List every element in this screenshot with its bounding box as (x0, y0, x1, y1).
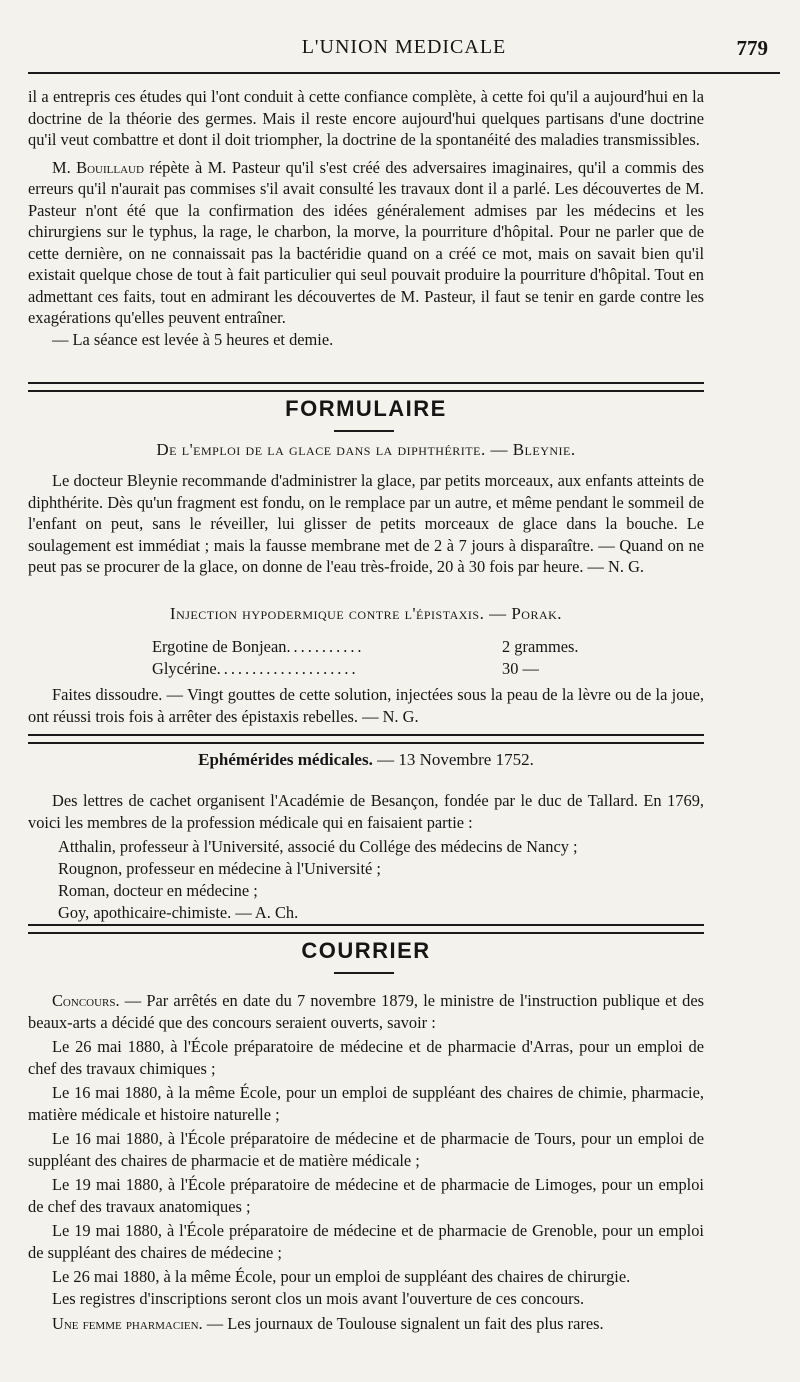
list-item: Rougnon, professeur en médecine à l'Université ; (58, 859, 381, 878)
injection-title: Injection hypodermique contre l'épistaxis. — Porak. (169, 604, 563, 623)
recipe (152, 636, 612, 680)
recipe-ingredient: Ergotine de Bonjean (152, 637, 287, 656)
injection-section (28, 684, 704, 727)
ephemerides-heading: Ephémérides médicales. (198, 750, 373, 769)
femme-paragraph (28, 1313, 704, 1335)
ephemerides-title (28, 750, 704, 770)
femme-text: — Les journaux de Toulouse signalent un fait des plus rares. (202, 1314, 604, 1333)
intro-paragraph-1: il a entrepris ces études qui l'ont conduit à cette confiance complète, à cette foi qu'il a aujourd'hui en la doctrine de la théorie des germes. Mais il reste encore aujourd'hui quelques partisans d'une doctrine qu'il veut combattre et dont il doit triompher, la doctrine de la spontanéité des maladies transmissibles. (28, 87, 704, 149)
list-item: Le 19 mai 1880, à l'École préparatoire de médecine et de pharmacie de Grenoble, pour un emploi de suppléant des chaires de médecine ; (28, 1221, 704, 1262)
courrier-section (28, 990, 704, 1335)
list-item: Roman, docteur en médecine ; (58, 881, 258, 900)
injection-paragraph: Faites dissoudre. — Vingt gouttes de cette solution, injectées sous la peau de la lèvre ou de la joue, ont réussi trois fois à arrêter des épistaxis rebelles. — N. G. (28, 685, 704, 726)
list-item: Le 16 mai 1880, à l'École préparatoire de médecine et de pharmacie de Tours, pour un emploi de suppléant des chaires de pharmacie et de matière médicale ; (28, 1129, 704, 1170)
header-rule (28, 72, 780, 74)
intro-section (28, 86, 704, 350)
journal-title: L'UNION MEDICALE (301, 36, 507, 58)
femme-label: Une femme pharmacien. (52, 1314, 203, 1333)
courrier-title: COURRIER (301, 938, 431, 963)
intro-paragraph-2 (28, 157, 704, 329)
list-item: Le 16 mai 1880, à la même École, pour un emploi de suppléant des chaires de chimie, pharmacie, matière médicale et histoire naturelle ; (28, 1083, 704, 1124)
title-underline (334, 430, 394, 432)
ephemerides-paragraph: Des lettres de cachet organisent l'Académie de Besançon, fondée par le duc de Tallard. En 1769, voici les membres de la profession médicale qui en faisaient partie : (28, 791, 704, 832)
formulaire-title: FORMULAIRE (285, 396, 447, 421)
registres-paragraph: Les registres d'inscriptions seront clos un mois avant l'ouverture de ces concours. (52, 1288, 585, 1308)
intro-paragraph-3: — La séance est levée à 5 heures et demie. (52, 329, 334, 349)
glace-paragraph: Le docteur Bleynie recommande d'administrer la glace, par petits morceaux, aux enfants atteints de diphthérite. Dès qu'un fragment est fondu, on le remplace par un autre, et même pendant le sommeil de l'enfant on peut, sans le réveiller, lui glisser de petits morceaux de glace dans la bouche. Le soulagement est immédiat ; mais la fausse membrane met de 2 à 7 jours à disparaître. — Quand on ne peut pas se procurer de la glace, on donne de l'eau très-froide, 20 à 30 fois par heure. — N. G. (28, 471, 704, 576)
members-list (58, 836, 698, 924)
concours-paragraph (28, 990, 704, 1033)
recipe-row (152, 658, 612, 680)
list-item: Atthalin, professeur à l'Université, associé du Collége des médecins de Nancy ; (58, 837, 578, 856)
recipe-leader: ........... (286, 637, 365, 656)
list-item: Le 26 mai 1880, à l'École préparatoire de médecine et de pharmacie d'Arras, pour un emploi de chef des travaux chimiques ; (28, 1037, 704, 1078)
ephemerides-date: — 13 Novembre 1752. (372, 750, 534, 769)
recipe-leader: .................... (216, 659, 359, 678)
recipe-quantity: 30 — (502, 659, 539, 678)
recipe-ingredient: Glycérine (152, 659, 217, 678)
list-item: Le 26 mai 1880, à la même École, pour un emploi de suppléant des chaires de chirurgie. (52, 1267, 631, 1286)
section-divider (28, 734, 704, 744)
ephemerides-section (28, 790, 704, 833)
list-item: Le 19 mai 1880, à l'École préparatoire de médecine et de pharmacie de Limoges, pour un emploi de chef des travaux anatomiques ; (28, 1175, 704, 1216)
list-item: Goy, apothicaire-chimiste. — A. Ch. (58, 903, 299, 922)
concours-text: — Par arrêtés en date du 7 novembre 1879, le ministre de l'instruction publique et des beaux-arts a décidé que des concours seraient ouverts, savoir : (28, 991, 704, 1032)
section-divider (28, 924, 704, 934)
page-header (28, 32, 780, 72)
section-divider (28, 382, 704, 392)
glace-section (28, 470, 704, 578)
recipe-quantity: 2 grammes. (502, 637, 579, 656)
page-number: 779 (736, 36, 768, 60)
recipe-row (152, 636, 612, 658)
speaker-name: M. Bouillaud (52, 157, 144, 177)
glace-title: De l'emploi de la glace dans la diphthérite. — Bleynie. (156, 440, 576, 459)
title-underline (334, 972, 394, 974)
intro-paragraph-2-text: répète à M. Pasteur qu'il s'est créé des adversaires imaginaires, qu'il a commis des erreurs qu'il n'aurait pas commises s'il avait consulté les travaux dont il a parlé. Les découvertes de M. Pasteur n'ont été que la confirmation des idées généralement admises par les médecins et les chirurgiens sur le typhus, la rage, le charbon, la morve, la pourriture d'hôpital. Pour ne parler que de cette dernière, on ne connaissait pas la bactéridie quand on a créé ce mot, mais on savait bien qu'il existait quelque chose de tout à fait particulier qui seul pouvait produire la pourriture d'hôpital. Tout en admettant ces faits, tout en admirant les découvertes de M. Pasteur, il faut se tenir en garde contre les exagérations qu'elles peuvent entraîner. (28, 157, 704, 327)
concours-label: Concours. (52, 991, 120, 1010)
